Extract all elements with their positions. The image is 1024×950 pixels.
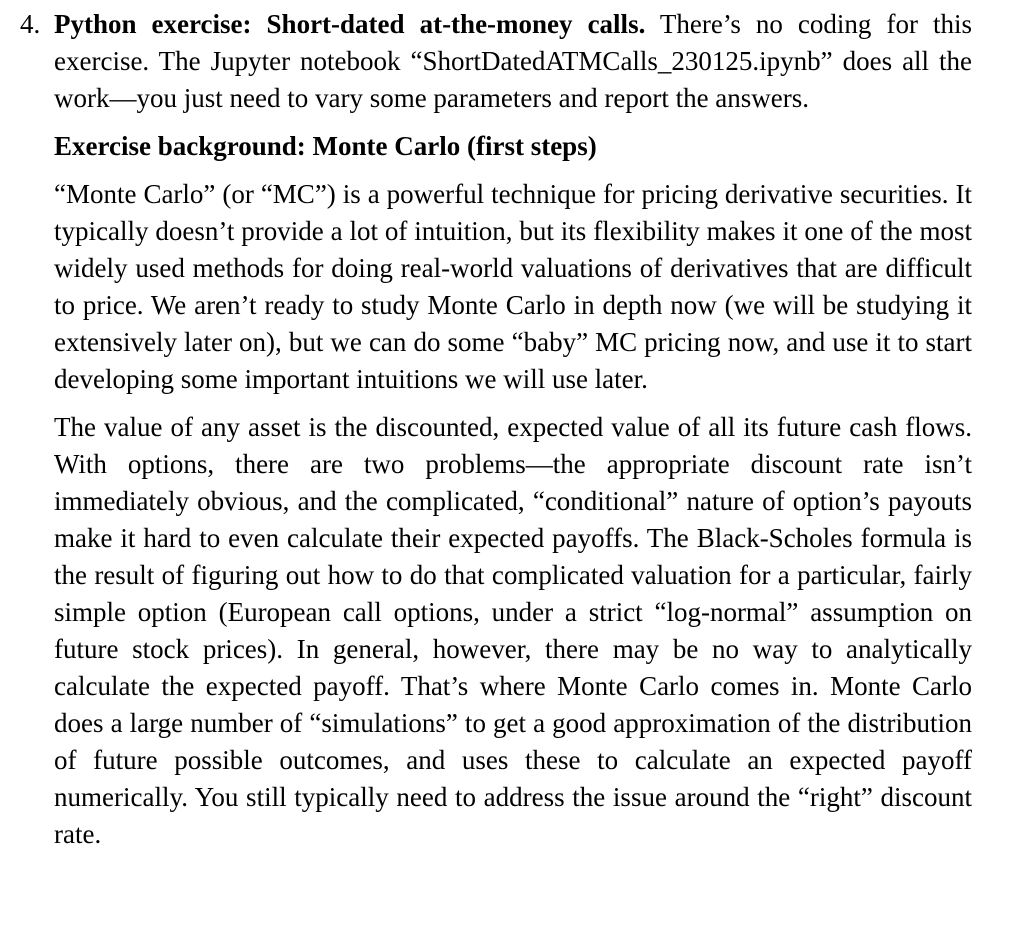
exercise-title: Python exercise: Short-dated at-the-money calls.	[54, 9, 646, 39]
exercise-intro-paragraph	[54, 6, 972, 117]
exercise-number: 4.	[20, 9, 41, 39]
exercise-intro-text: There’s no coding for this exercise. The Jupyter notebook “ShortDatedATMCalls_230125.ipynb” does all the work—you just need to vary some parameters and report the answers.	[54, 9, 972, 113]
background-paragraph-2: The value of any asset is the discounted, expected value of all its future cash flows. With options, there are two problems—the appropriate discount rate isn’t immediately obvious, and the complicated, “conditional” nature of option’s payouts make it hard to even calculate their expected payoffs. The Black-Scholes formula is the result of figuring out how to do that complicated valuation for a particular, fairly simple option (European call options, under a strict “log-normal” assumption on future stock prices). In general, however, there may be no way to analytically calculate the expected payoff. That’s where Monte Carlo comes in. Monte Carlo does a large number of “simulations” to get a good approximation of the distribution of future possible outcomes, and uses these to calculate an expected payoff numerically. You still typically need to address the issue around the “right” discount rate.	[54, 412, 972, 849]
background-paragraph-1: “Monte Carlo” (or “MC”) is a powerful technique for pricing derivative securities. It typically doesn’t provide a lot of intuition, but its flexibility makes it one of the most widely used methods for doing real-world valuations of derivatives that are difficult to price. We aren’t ready to study Monte Carlo in depth now (we will be studying it extensively later on), but we can do some “baby” MC pricing now, and use it to start developing some important intuitions we will use later.	[54, 179, 972, 394]
exercise-content	[54, 6, 972, 864]
section-heading: Exercise background: Monte Carlo (first steps)	[54, 131, 597, 161]
